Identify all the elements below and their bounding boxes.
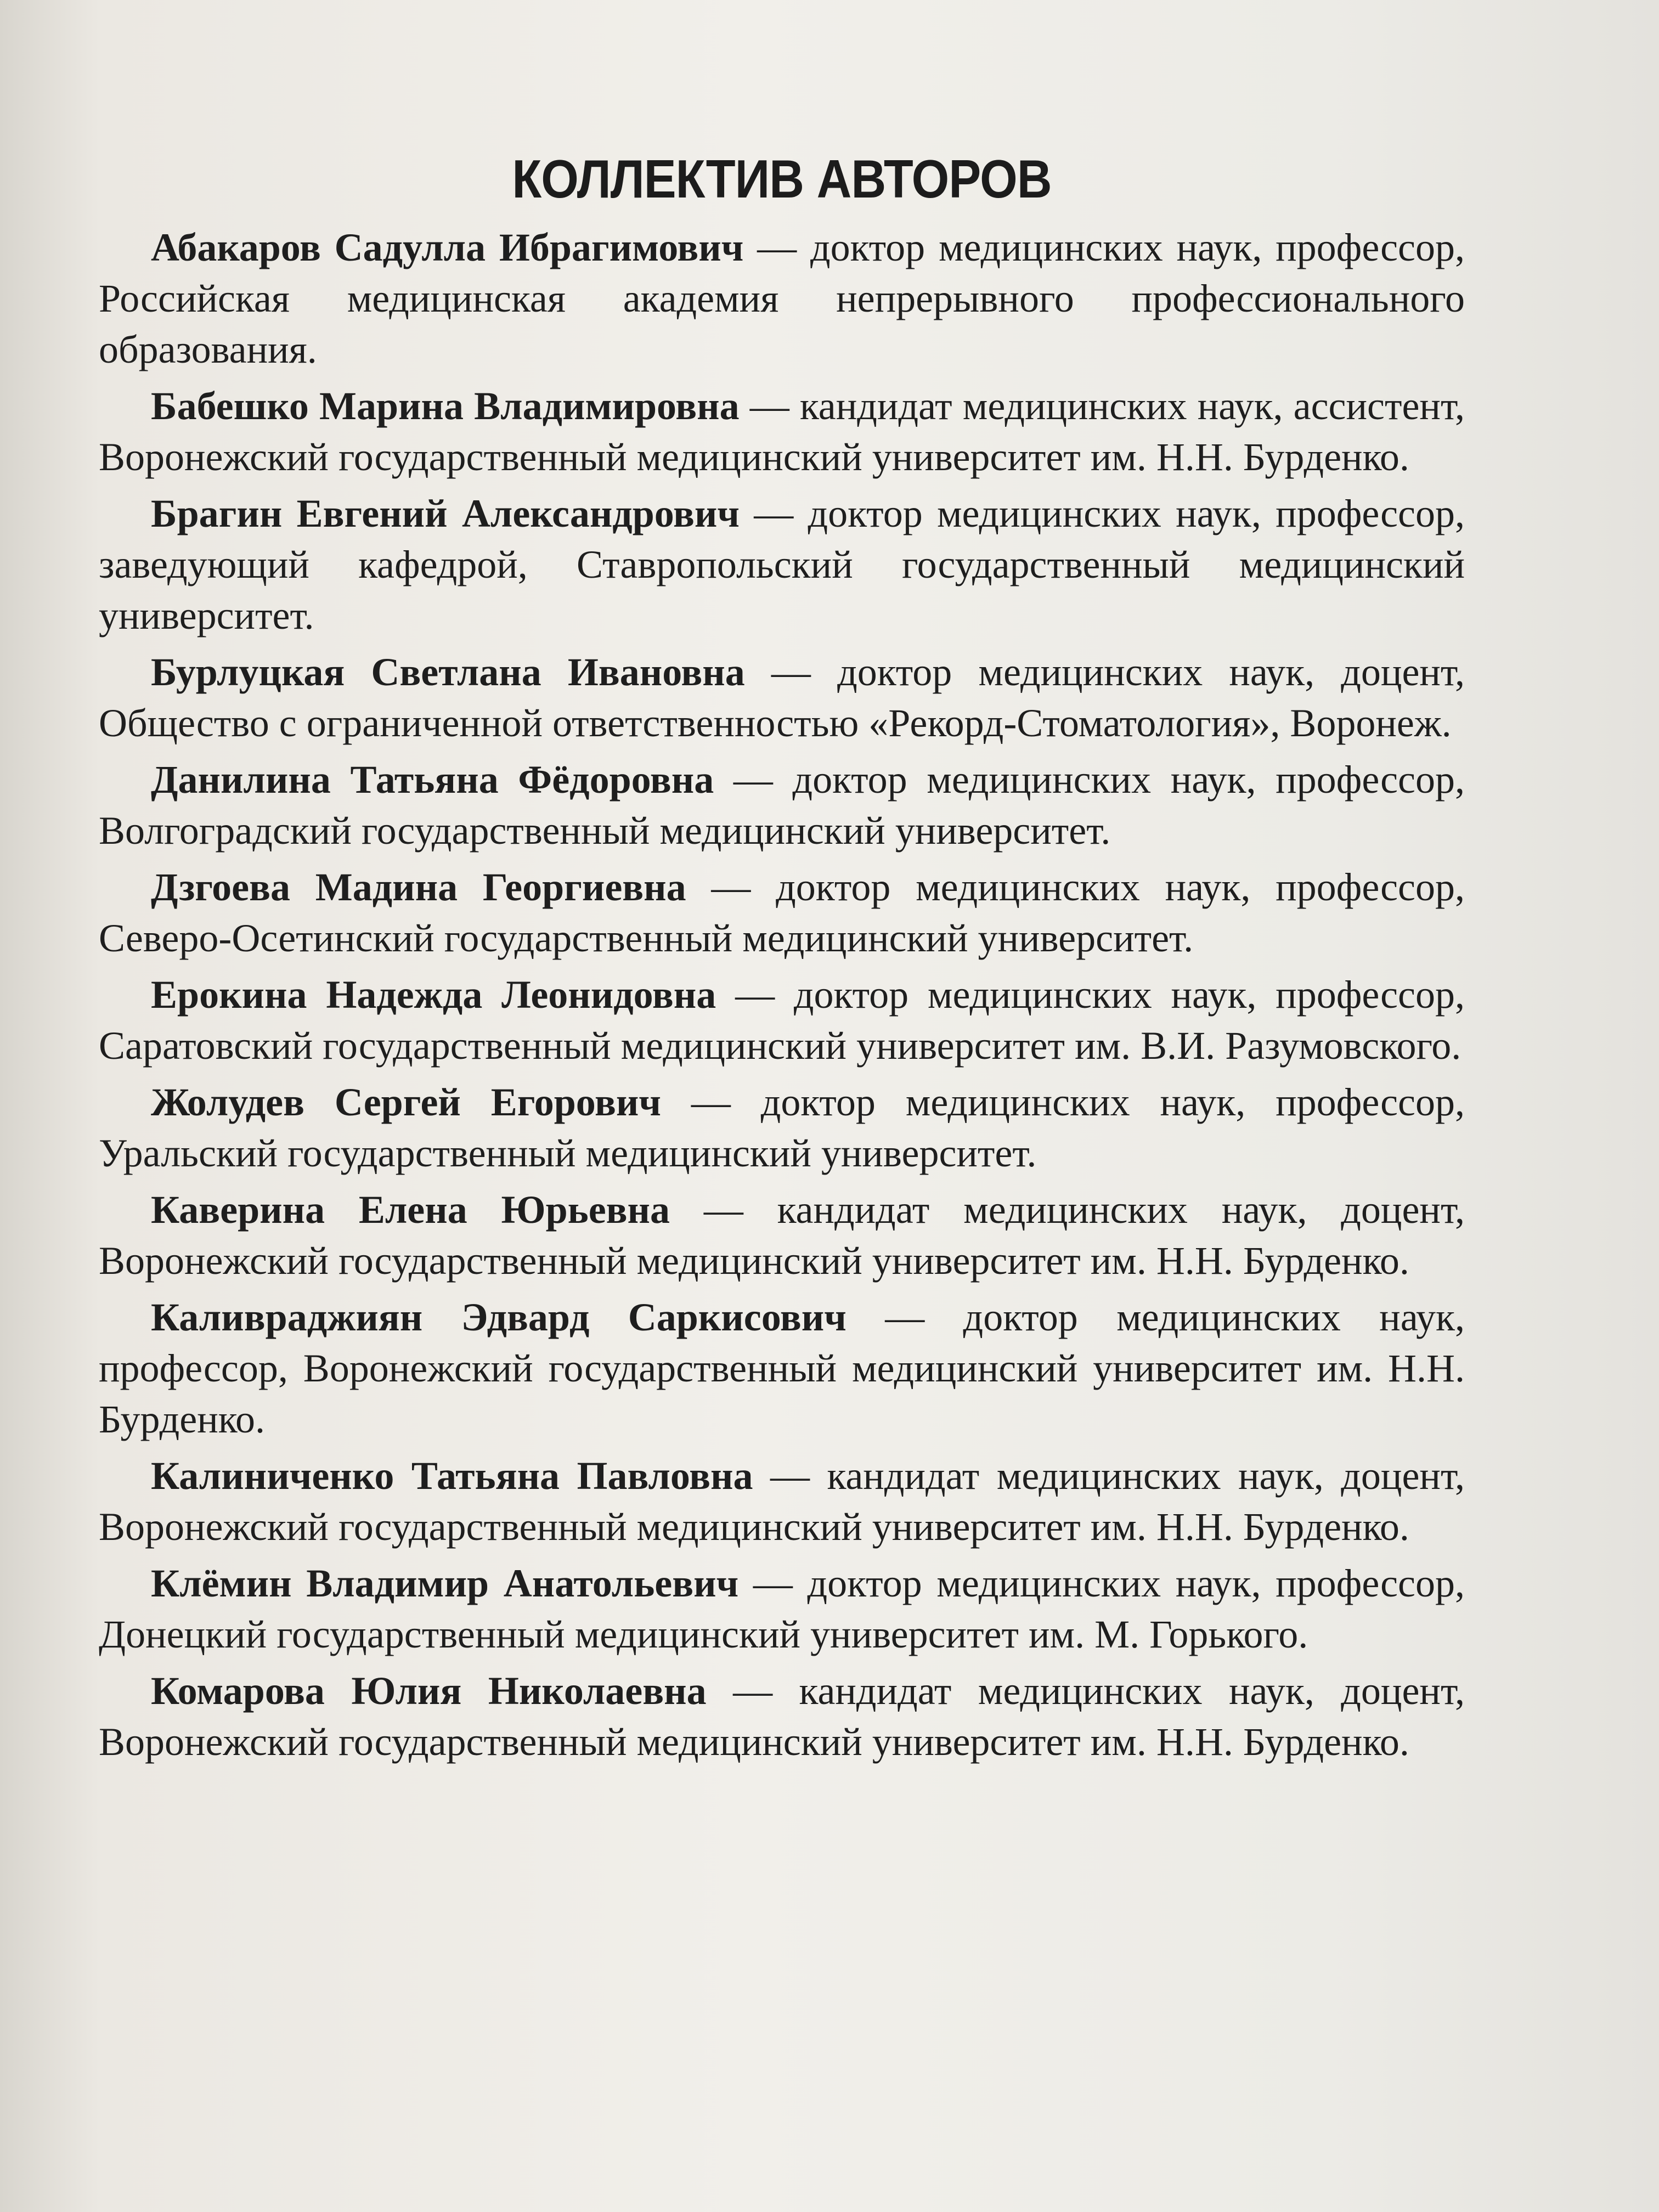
author-name: Жолудев Сергей Егорович: [151, 1080, 661, 1124]
author-name: Калиниченко Татьяна Павловна: [151, 1454, 753, 1498]
author-entry: [99, 1292, 1465, 1445]
author-description: — доктор медицинских наук, профессор, Российская медицинская академия непрерывного профессионального образования.: [99, 225, 1465, 371]
author-entry: [99, 647, 1465, 749]
author-entry: [99, 1666, 1465, 1768]
author-name: Дзгоева Мадина Георгиевна: [151, 865, 686, 909]
author-entry: [99, 1077, 1465, 1179]
author-entry: [99, 754, 1465, 856]
author-description: — кандидат медицинских наук, доцент, Воронежский государственный медицинский университет им. Н.Н. Бурденко.: [99, 1188, 1465, 1283]
author-description: — кандидат медицинских наук, ассистент, Воронежский государственный медицинский университет им. Н.Н. Бурденко.: [99, 384, 1465, 479]
author-entry: [99, 222, 1465, 375]
author-name: Бурлуцкая Светлана Ивановна: [151, 650, 745, 694]
author-description: — доктор медицинских наук, профессор, Воронежский государственный медицинский университет им. Н.Н. Бурденко.: [99, 1295, 1465, 1441]
author-name: Данилина Татьяна Фёдоровна: [151, 758, 714, 802]
author-name: Бабешко Марина Владимировна: [151, 384, 740, 428]
author-name: Каверина Елена Юрьевна: [151, 1188, 670, 1232]
author-description: — кандидат медицинских наук, доцент, Воронежский государственный медицинский университет им. Н.Н. Бурденко.: [99, 1669, 1465, 1764]
author-description: — доктор медицинских наук, профессор, заведующий кафедрой, Ставропольский государственный медицинский университет.: [99, 492, 1465, 637]
author-description: — доктор медицинских наук, профессор, Саратовский государственный медицинский университет им. В.И. Разумовского.: [99, 973, 1465, 1068]
author-name: Брагин Евгений Александрович: [151, 492, 740, 535]
author-description: — доктор медицинских наук, профессор, Северо-Осетинский государственный медицинский университет.: [99, 865, 1465, 960]
author-name: Комарова Юлия Николаевна: [151, 1669, 707, 1713]
author-entry: [99, 969, 1465, 1071]
page-title: КОЛЛЕКТИВ АВТОРОВ: [512, 149, 1052, 209]
author-description: — доктор медицинских наук, профессор, Уральский государственный медицинский университет.: [99, 1080, 1465, 1175]
author-description: — доктор медицинских наук, профессор, Волгоградский государственный медицинский университет.: [99, 758, 1465, 853]
authors-section: [99, 148, 1465, 1773]
author-name: Абакаров Садулла Ибрагимович: [151, 225, 744, 269]
author-name: Каливраджиян Эдвард Саркисович: [151, 1295, 847, 1339]
author-entry: [99, 488, 1465, 641]
author-entry: [99, 1451, 1465, 1553]
author-name: Клёмин Владимир Анатольевич: [151, 1561, 739, 1605]
author-description: — кандидат медицинских наук, доцент, Воронежский государственный медицинский университет им. Н.Н. Бурденко.: [99, 1454, 1465, 1549]
author-description: — доктор медицинских наук, доцент, Общество с ограниченной ответственностью «Рекорд-Стоматология», Воронеж.: [99, 650, 1465, 745]
author-entry: [99, 862, 1465, 964]
author-entry: [99, 1558, 1465, 1660]
author-entry: [99, 1184, 1465, 1286]
author-name: Ерокина Надежда Леонидовна: [151, 973, 716, 1017]
author-entry: [99, 381, 1465, 483]
author-description: — доктор медицинских наук, профессор, Донецкий государственный медицинский университет им. М. Горького.: [99, 1561, 1465, 1656]
